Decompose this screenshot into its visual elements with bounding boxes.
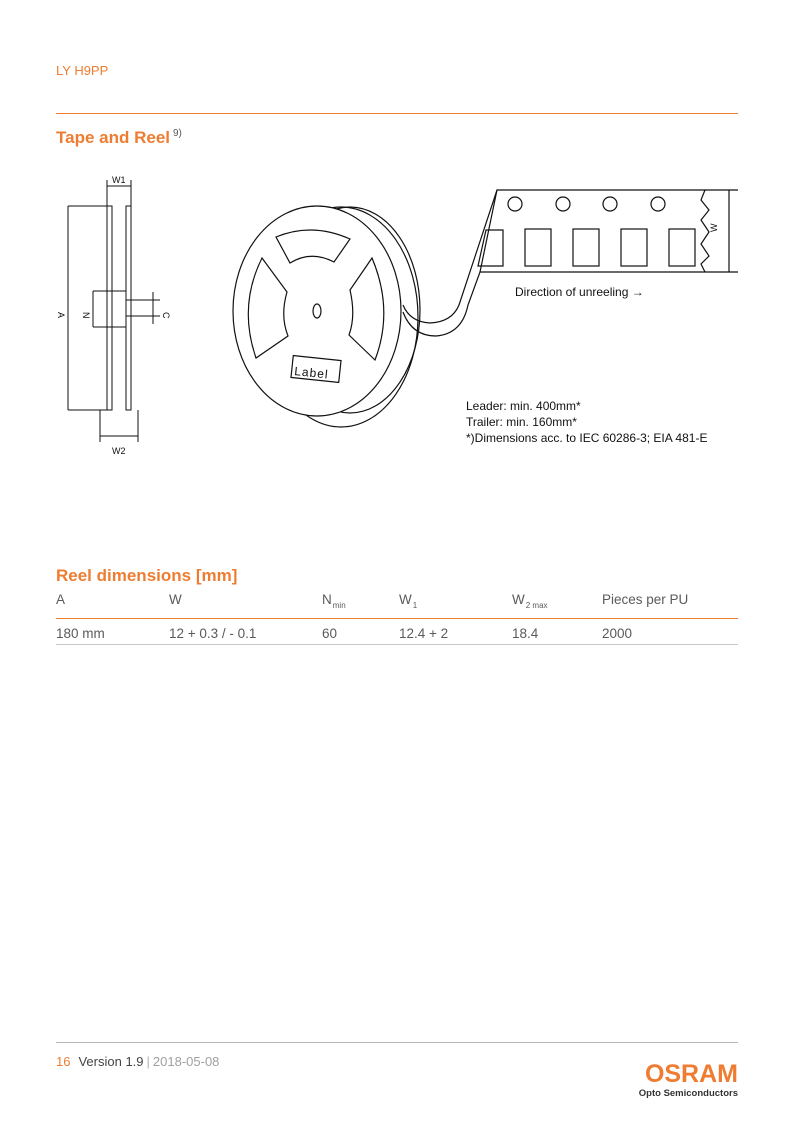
reel-label-text: Label (293, 364, 330, 382)
cell-w1: 12.4 + 2 (399, 626, 449, 641)
footer-rule (56, 1042, 738, 1043)
header-w: W (169, 592, 182, 607)
table-header-row (56, 588, 738, 619)
unreeling-direction-text: Direction of unreeling → (515, 285, 644, 299)
carrier-tape (403, 190, 738, 336)
cell-w: 12 + 0.3 / - 0.1 (169, 626, 257, 641)
cell-n-min: 60 (322, 626, 338, 641)
brand-wordmark: OSRAM (644, 1060, 738, 1088)
header-w2-max: $W_{2 max}$ (512, 592, 548, 610)
cell-a: 180 mm (56, 626, 105, 641)
document-product-id: LY H9PP (56, 63, 109, 78)
cell-w2-max: 18.4 (512, 626, 539, 641)
trailer-note: Trailer: min. 160mm* (466, 415, 577, 429)
header-pieces-per-pu: Pieces per PU (602, 592, 689, 607)
footer-separator: | (146, 1054, 150, 1069)
a-dimension-label: A (56, 312, 66, 319)
header-a: A (56, 592, 66, 607)
tape-and-reel-title: Tape and Reel (56, 128, 170, 147)
reel-side-view (68, 180, 160, 442)
cell-pieces-per-pu: 2000 (602, 626, 633, 641)
reel-perspective (233, 206, 420, 427)
osram-logo (636, 1060, 738, 1100)
brand-tagline: Opto Semiconductors (638, 1088, 738, 1099)
document-date: 2018-05-08 (152, 1054, 220, 1069)
tape-width-label: W (709, 223, 719, 232)
page-number: 16 (56, 1054, 71, 1069)
c-dimension-label: C (161, 312, 171, 319)
header-n-min: $N_{min}$ (322, 592, 346, 610)
w2-dimension-label: W2 (112, 446, 126, 456)
reel-dimensions-table (56, 588, 738, 645)
w1-dimension-label: W1 (112, 175, 126, 185)
header-w1: $W_1$ (399, 592, 418, 610)
n-dimension-label: N (81, 312, 91, 319)
tape-and-reel-drawing (0, 0, 793, 560)
leader-note: Leader: min. 400mm* (466, 399, 581, 413)
reel-dimensions-heading: Reel dimensions [mm] (56, 566, 238, 585)
table-row (56, 619, 738, 645)
footnote-marker: 9) (173, 128, 182, 139)
page-footer (56, 1054, 219, 1069)
dimension-standard-note: *)Dimensions acc. to IEC 60286-3; EIA 481-E (466, 431, 708, 445)
document-version: Version 1.9 (78, 1054, 144, 1069)
